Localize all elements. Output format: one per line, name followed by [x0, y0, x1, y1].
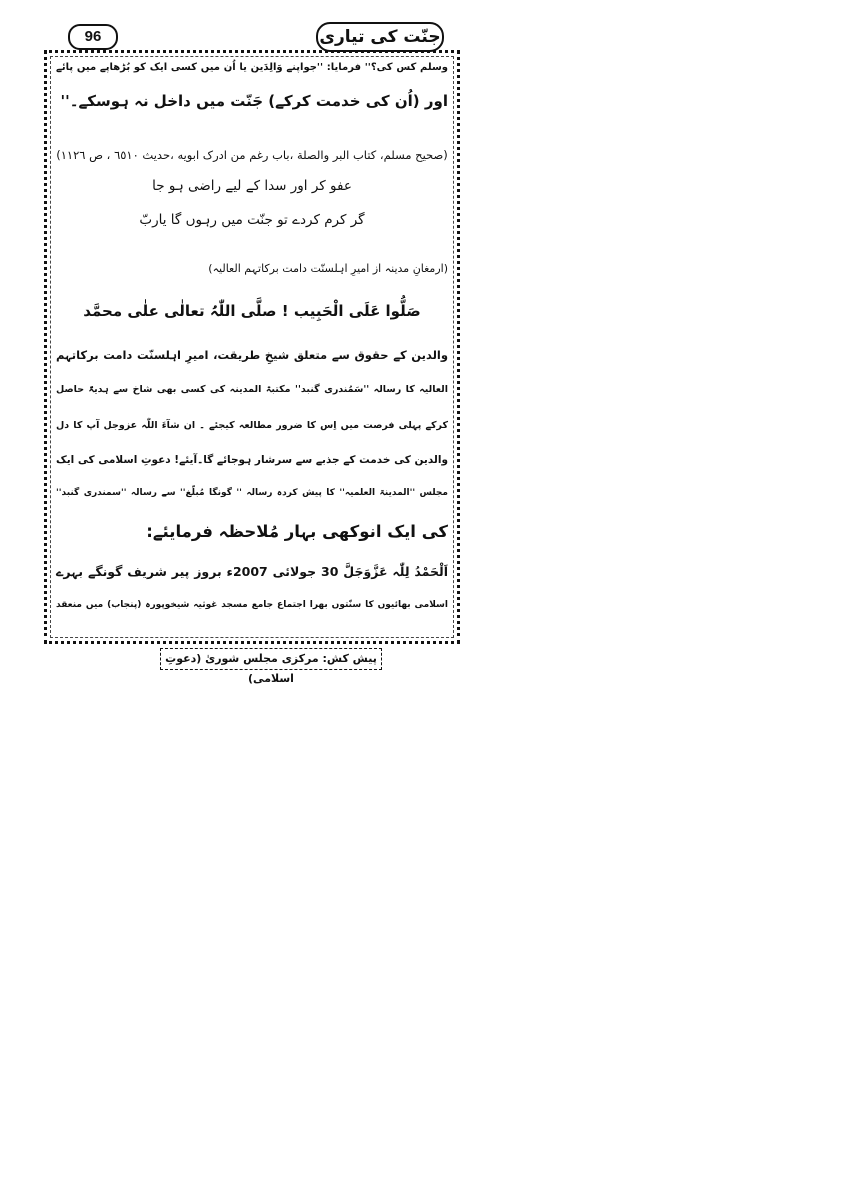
verse-line-1: عفو کر اور سدا کے لیے راضی ہو جا	[152, 178, 352, 194]
verse-source: (ارمغانِ مدینہ از امیرِ اہلسنّت دامت برکاتہم العالیہ)	[208, 262, 448, 275]
body-line-4: العالیہ کا رسالہ ''سَمُندری گنبد'' مکتبۃ المدینہ کی کسی بھی شاخ سے ہدیۃً حاصل	[56, 384, 448, 395]
verse-line-2: گر کرم کردے تو جنّت میں رہوں گا یاربّ	[139, 212, 365, 228]
body-line-6: والدین کی خدمت کے جذبے سے سرشار ہوجائے گا۔آیئے! دعوتِ اسلامی کی ایک	[55, 454, 448, 466]
body-line-5: کرکے پہلی فرصت میں اِس کا ضرور مطالعہ کیجئے ۔ ان شآءَ اللّٰہ عزوجل آپ کا دل	[56, 420, 448, 431]
salawat: صَلُّوا عَلَی الْحَبِیب ! صلَّی اللّٰہُ تعالٰی علٰی محمَّد	[83, 302, 421, 320]
book-title: جنّت کی تیاری	[316, 22, 444, 52]
body-line-9: اَلْحَمْدُ لِلّٰہ عَزَّوَجَلَّ 30 جولائی 2007ء بروز پیر شریف گونگے بہرے	[56, 564, 448, 579]
body-line-7: مجلس ''المدینۃ العلمیہ'' کا پیش کردہ رسالہ '' گونگا مُبلّغ'' سے رسالہ ''سمندری گنبد''	[56, 488, 448, 498]
hadith-reference: (صحیح مسلم، کتاب البر والصلة ،باب رغم من ادرک ابویه ،حدیث ٦٥١٠ ، ص ١١٢٦)	[56, 148, 448, 162]
body-line-2: اور (اُن کی خدمت کرکے) جَنّت میں داخل نہ ہوسکے۔''	[60, 92, 448, 110]
page-border	[44, 50, 460, 644]
publisher-footer: پیش کش: مرکزی مجلس شوریٰ (دعوتِ اسلامی)	[160, 648, 382, 670]
body-line-10: اسلامی بھائیوں کا سنّتوں بھرا اجتماع جامع مسجد غوثیہ شیخوپورہ (پنجاب) میں منعقد	[56, 600, 448, 610]
page-number: 96	[68, 24, 118, 50]
body-line-3: والدین کے حقوق سے متعلق شیخِ طریقت، امیرِ اہلسنّت دامت برکاتہم	[56, 348, 448, 362]
body-line-8: کی ایک انوکھی بہار مُلاحظہ فرمایئے:	[146, 522, 448, 541]
body-line-1: وسلم کس کی؟'' فرمایا: ''جواپنے وَالِدَین یا اُن میں کسی ایک کو بُڑھاپے میں پائے	[56, 62, 448, 73]
